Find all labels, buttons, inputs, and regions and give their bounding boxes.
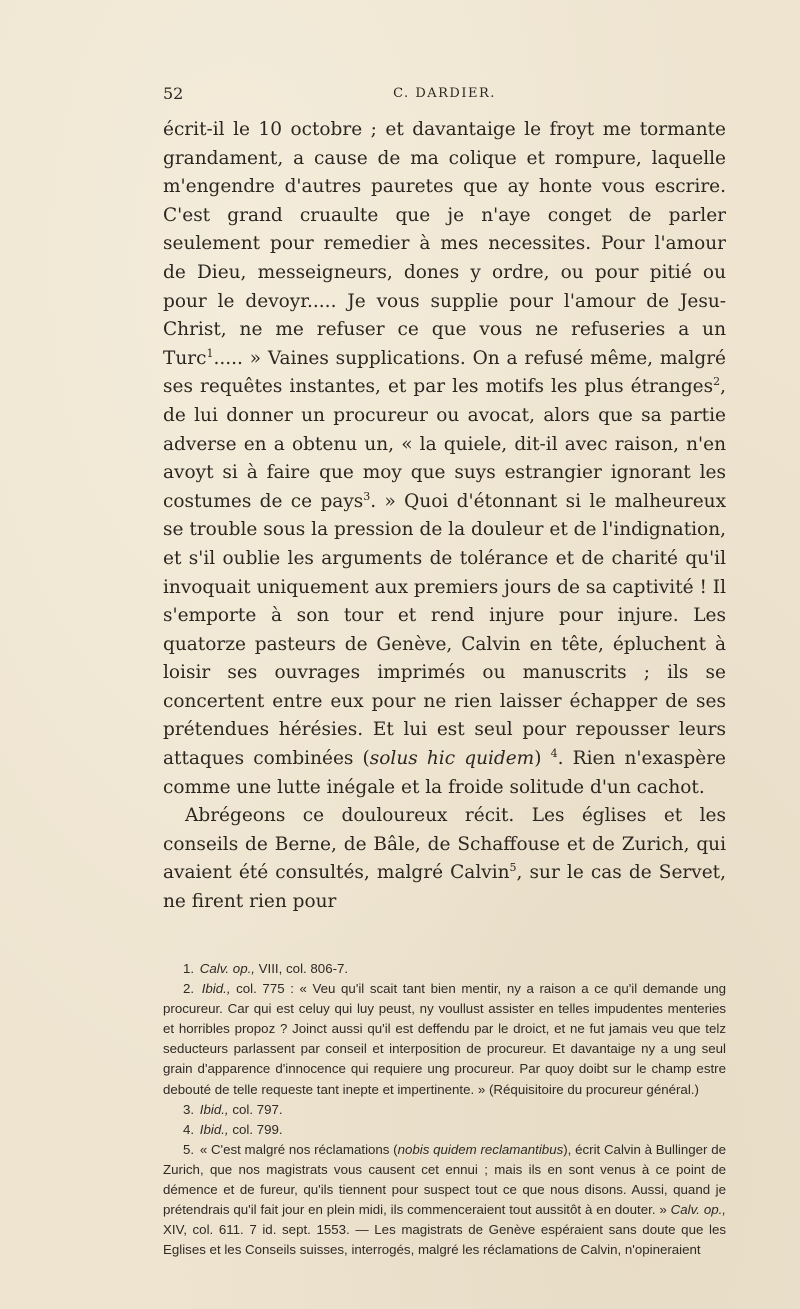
footnote-source: Ibid., <box>199 1101 229 1117</box>
italic-phrase: solus hic quidem <box>369 748 535 770</box>
footnote-text: VIII, col. 806-7. <box>254 961 349 976</box>
footnote-text: col. 797. <box>228 1101 283 1117</box>
footnote-italic: nobis quidem reclamantibus <box>397 1141 564 1157</box>
footnote-text: col. 799. <box>228 1121 283 1137</box>
footnote-source: Calv. op., <box>670 1202 727 1218</box>
footnote-ref: 5 <box>509 861 517 875</box>
footnote-number: 1. <box>183 961 195 976</box>
footnote-source: Calv. op., <box>199 961 255 976</box>
footnote-text: col. 775 : « Veu qu'il scait tant bien mentir, ny a raison a ce qu'il demande ung procureur. Car qui est celuy qui luy peust, ny voullust assister en telles impudentes menteries et horribles propoz ? Joinct aussi qu'il est deffendu par le droict, et ne fut jamais veu que telz seducteurs parlassent par conseil et interposition de procureur. Et davantaige ny a ung seul grain d'apparence d'innocence qui requiere ung procureur. Par quoy doibt sur le champ estre debouté de telle requeste tant inepte et impertinente. » (Réquisitoire du procureur général.) <box>163 981 726 1097</box>
footnote-ref: 2 <box>713 375 721 389</box>
footnote-1 <box>163 959 726 979</box>
footnote-2 <box>163 979 726 1100</box>
text-run: , de lui donner un procureur ou avocat, alors que sa partie adverse en a obtenu un, « la quiele, dit-il avec raison, n'en avoyt si à faire que moy que suys estrangier ignorant les costumes de ce pays <box>163 376 726 512</box>
text-run: ..... » Vaines supplications. On a refusé même, malgré ses requêtes instantes, et par les motifs les plus étranges <box>163 347 726 398</box>
footnote-number: 2. <box>183 981 195 997</box>
footnote-ref: 3 <box>363 489 371 503</box>
footnote-text: « C'est malgré nos réclamations ( <box>196 1141 398 1157</box>
footnote-number: 3. <box>183 1101 195 1117</box>
page-header <box>163 84 726 110</box>
footnote-number: 5. <box>183 1141 195 1157</box>
text-run: . Rien n'exaspère comme une lutte inégale et la froide solitude d'un cachot. <box>163 748 726 798</box>
footnote-text: XIV, col. 611. 7 id. sept. 1553. — Les magistrats de Genève espéraient sans doute que les Eglises et les Conseils suisses, interrogés, malgré les réclamations de Calvin, n'opineraient <box>163 1222 726 1258</box>
footnote-ref: 1 <box>206 346 214 360</box>
text-run: , sur le cas de Servet, ne firent rien pour <box>163 862 726 913</box>
footnote-5 <box>163 1140 726 1261</box>
text-run: ) <box>534 748 551 770</box>
footnote-3 <box>163 1100 726 1120</box>
text-run: . » Quoi d'étonnant si le malheureux se trouble sous la pression de la douleur et de l'indignation, et s'il oublie les arguments de tolérance et de charité qu'il invoquait uniquement aux premiers jours de sa captivité ! Il s'emporte à son tour et rend injure pour injure. Les quatorze pasteurs de Genève, Calvin en tête, épluchent à loisir ses ouvrages imprimés ou manuscrits ; ils se concertent entre eux pour ne rien laisser échapper de ses prétendues hérésies. Et lui est seul pour repousser leurs attaques combinées ( <box>163 490 726 770</box>
text-run: écrit-il le 10 octobre ; et davantaige le froyt me tormante grandament, a cause de ma colique et rompure, laquelle m'engendre d'autres pauretes que ay honte vous escrire. C'est grand cruaulte que je n'aye conget de parler seulement pour remedier à mes necessites. Pour l'amour de Dieu, messeigneurs, dones y ordre, ou pour pitié ou pour le devoyr..... Je vous supplie pour l'amour de Jesu-Christ, ne me refuser ce que vous ne refuseries a un Turc <box>163 119 726 369</box>
paragraph <box>163 116 726 802</box>
main-text <box>163 116 726 917</box>
text-run: Abrégeons ce douloureux récit. Les églises et les conseils de Berne, de Bâle, de Schaffouse et de Zurich, qui avaient été consultés, malgré Calvin <box>163 805 726 884</box>
footnote-4 <box>163 1120 726 1140</box>
page-number: 52 <box>163 84 184 103</box>
footnote-ref: 4 <box>550 746 558 760</box>
paragraph <box>163 802 726 916</box>
footnote-source: Ibid., <box>199 1121 229 1137</box>
footnotes <box>163 959 726 1260</box>
footnote-text: ), écrit Calvin à Bullinger de Zurich, que nos magistrats vous causent cet ennui ; mais ils en sont venus à ce point de démence et de fureur, qu'ils tiennent pour suspect tout ce que nous disons. Aussi, quand je prétendrais qu'il fait jour en plein midi, ils commenceraient tout aussitôt à en douter. » <box>163 1141 726 1218</box>
running-head: C. DARDIER. <box>393 86 496 101</box>
footnote-number: 4. <box>183 1121 195 1137</box>
footnote-source: Ibid., <box>201 981 231 997</box>
